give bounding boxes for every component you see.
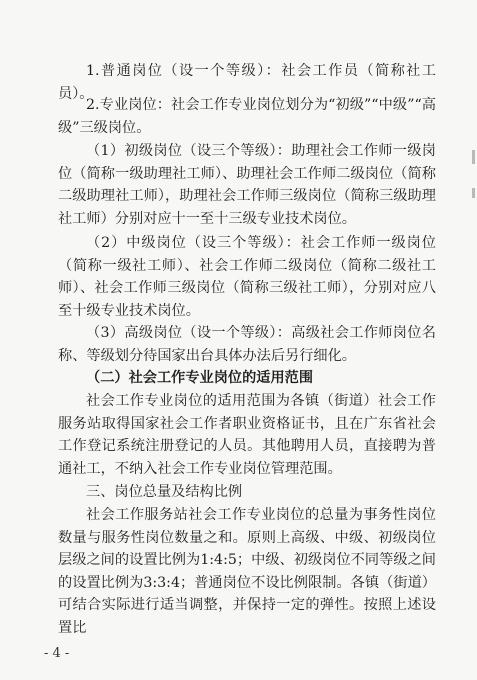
page-number: - 4 -	[44, 646, 70, 661]
paragraph-intermediate-post: （2）中级岗位（设三个等级）：社会工作师一级岗位（简称一级社工师）、社会工作师二级岗位（简称二级社工师）、社会工作师三级岗位（简称三级社工师），分别对应八至十级专业技术岗位。	[58, 235, 436, 319]
scan-edge-mark	[472, 188, 475, 198]
section-heading-ratio: 三、岗位总量及结构比例	[86, 484, 243, 500]
paragraph-ratio: 社会工作服务站社会工作专业岗位的总量为事务性岗位数量与服务性岗位数量之和。原则上高级、中级、初级岗位层级之间的设置比例为1:4:5；中级、初级岗位不同等级之间的设置比例为3:3:4；普通岗位不设比例限制。各镇（街道）可结合实际进行适当调整，并保持一定的弹性。按照上述设置比	[58, 507, 436, 636]
paragraph-professional-post: 2.专业岗位：社会工作专业岗位划分为“初级”“中级”“高级”三级岗位。	[58, 97, 436, 136]
paragraph-regular-post: 1.普通岗位（设一个等级）：社会工作员（简称社工员）。	[58, 63, 436, 102]
scan-edge-mark	[472, 150, 475, 164]
section-heading-scope: （二）社会工作专业岗位的适用范围	[86, 370, 314, 386]
paragraph-junior-post: （1）初级岗位（设三个等级）：助理社会工作师一级岗位（简称一级助理社工师）、助理社会工作师二级岗位（简称二级助理社工师），助理社会工作师三级岗位（简称三级助理社工师）分别对应十一至十三级专业技术岗位。	[58, 143, 436, 227]
paragraph-scope: 社会工作专业岗位的适用范围为各镇（街道）社会工作服务站取得国家社会工作者职业资格证书，且在广东省社会工作登记系统注册登记的人员。其他聘用人员，直接聘为普通社工，不纳入社会工作专业岗位管理范围。	[58, 393, 436, 477]
paragraph-senior-post: （3）高级岗位（设一个等级）：高级社会工作师岗位名称、等级划分待国家出台具体办法后另行细化。	[58, 325, 436, 364]
